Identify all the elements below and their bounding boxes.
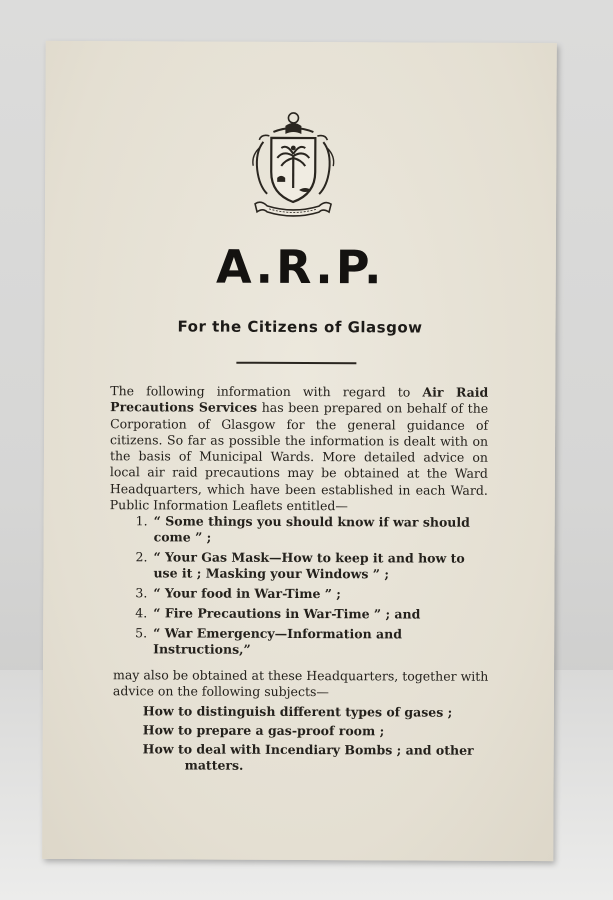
list-item-number: 2. <box>135 549 148 565</box>
list-item <box>135 625 487 659</box>
after-paragraph: may also be obtained at these Headquarters, together with advice on the following subjects— <box>112 667 489 700</box>
intro-paragraph <box>110 383 489 515</box>
subject-item: How to prepare a gas-proof room ; <box>142 722 385 739</box>
subjects-list <box>143 703 489 778</box>
list-item-number: 5. <box>135 625 148 641</box>
list-item-text: “ Fire Precautions in War-Time ” ; and <box>153 605 421 622</box>
leaflet-list <box>135 513 488 663</box>
subject-item: How to distinguish different types of gases ; <box>142 703 453 720</box>
list-item-text: “ Your Gas Mask—How to keep it and how to use it ; Masking your Windows ” ; <box>153 549 465 582</box>
list-item-text: “ Your food in War-Time ” ; <box>153 585 341 602</box>
subject-item: How to deal with Incendiary Bombs ; and other matters. <box>142 741 474 773</box>
list-item <box>135 549 487 583</box>
list-item-number: 1. <box>135 513 148 529</box>
list-item-number: 3. <box>135 585 148 601</box>
crest-icon <box>247 108 339 222</box>
list-item-text: “ War Emergency—Information and Instructions,” <box>153 625 403 657</box>
intro-text-start: The following information with regard to <box>110 383 423 400</box>
list-item <box>135 585 487 603</box>
leaflet-page <box>42 41 557 861</box>
list-item <box>136 513 488 547</box>
list-item-number: 4. <box>135 605 148 621</box>
divider <box>236 362 356 365</box>
intro-bold-phrase: Air Raid Precautions Services <box>110 384 489 416</box>
document-subtitle: For the Citizens of Glasgow <box>177 317 423 337</box>
intro-text-end: has been prepared on behalf of the Corporation of Glasgow for the general guidance of citizens. So far as possible the information is dealt with on the basis of Municipal Wards. More detailed advice on local air raid precautions may be obtained at the Ward Headquarters, which have been established in each Ward. Public Information Leaflets entitled— <box>109 400 489 514</box>
document-title: A.R.P. <box>215 239 385 295</box>
list-item-text: “ Some things you should know if war should come ” ; <box>153 513 470 545</box>
list-item <box>135 605 487 623</box>
